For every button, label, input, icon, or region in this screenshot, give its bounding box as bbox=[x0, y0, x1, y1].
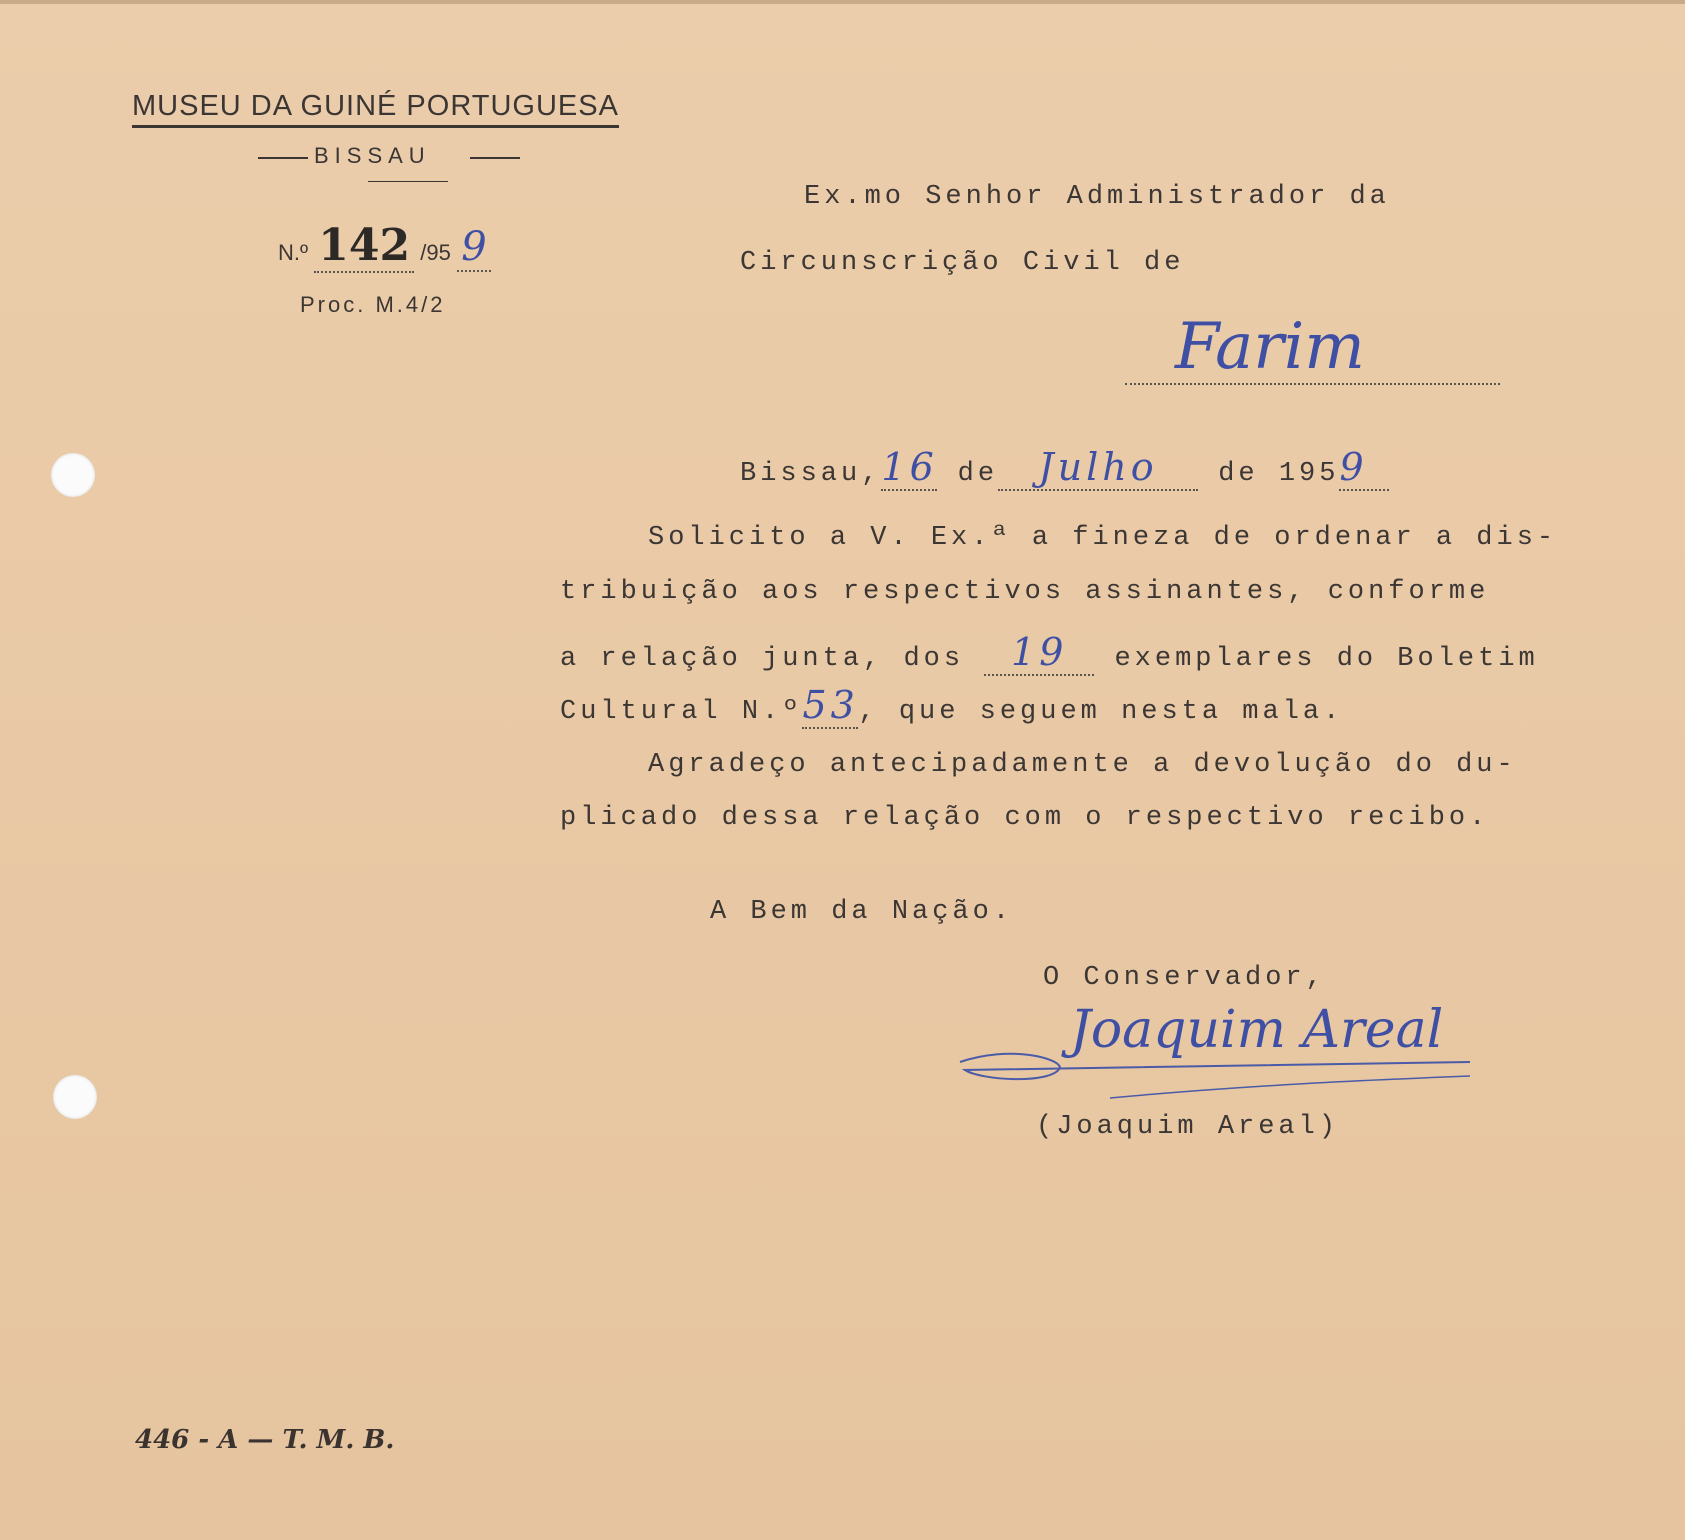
bulletin-number: 53 bbox=[802, 683, 859, 727]
signature: Joaquim Areal bbox=[1070, 1000, 1444, 1060]
addressee-line-1: Ex.mo Senhor Administrador da bbox=[804, 182, 1390, 212]
date-day: 16 bbox=[881, 445, 938, 489]
body-line-3 bbox=[560, 630, 1539, 676]
body-line-3-start: a relação junta, dos bbox=[560, 644, 965, 674]
punch-hole bbox=[53, 1075, 97, 1119]
date-year-prefix: 195 bbox=[1278, 459, 1340, 489]
year-value: 9 bbox=[457, 224, 491, 272]
signatory-name: (Joaquim Areal) bbox=[1036, 1112, 1340, 1142]
body-line-2: tribuição aos respectivos assinantes, conforme bbox=[560, 577, 1490, 607]
reference-number bbox=[278, 220, 491, 273]
city-rule-left bbox=[258, 157, 308, 159]
signatory-role: O Conservador, bbox=[1043, 963, 1326, 993]
body-line-6: plicado dessa relação com o respectivo recibo. bbox=[560, 803, 1490, 833]
body-line-4 bbox=[560, 683, 1343, 729]
copies-count: 19 bbox=[984, 630, 1094, 676]
city-name: BISSAU bbox=[314, 143, 431, 168]
body-line-1: Solicito a V. Ex.ª a fineza de ordenar a dis- bbox=[648, 523, 1558, 553]
number-field bbox=[314, 220, 414, 273]
body-line-4-start: Cultural N.º bbox=[560, 697, 803, 727]
date-line bbox=[740, 445, 1389, 491]
institution-name: MUSEU DA GUINÉ PORTUGUESA bbox=[132, 90, 619, 128]
number-prefix: N.º bbox=[278, 240, 309, 265]
print-code: 446 - A — T. M. B. bbox=[135, 1425, 395, 1455]
number-value: 142 bbox=[318, 220, 411, 271]
place-handwritten: Farim bbox=[1175, 310, 1365, 384]
city-rule-right bbox=[470, 157, 520, 159]
letterhead-rule bbox=[368, 181, 448, 182]
body-line-4-end: , que seguem nesta mala. bbox=[858, 697, 1344, 727]
date-city: Bissau, bbox=[740, 459, 882, 489]
salutation: A Bem da Nação. bbox=[710, 897, 1014, 927]
date-de-1: de bbox=[957, 459, 999, 489]
body-line-5: Agradeço antecipadamente a devolução do du- bbox=[648, 750, 1517, 780]
signature-flourish bbox=[950, 1040, 1490, 1100]
page-edge bbox=[0, 0, 1685, 4]
punch-hole bbox=[51, 453, 95, 497]
year-prefix: /95 bbox=[420, 240, 451, 265]
date-de-2: de bbox=[1218, 459, 1259, 489]
date-year-digit: 9 bbox=[1339, 445, 1389, 491]
process-reference: Proc. M.4/2 bbox=[300, 292, 446, 317]
body-line-3-end: exemplares do Boletim bbox=[1114, 644, 1539, 674]
addressee-line-2: Circunscrição Civil de bbox=[740, 248, 1185, 278]
date-month: Julho bbox=[998, 445, 1198, 491]
